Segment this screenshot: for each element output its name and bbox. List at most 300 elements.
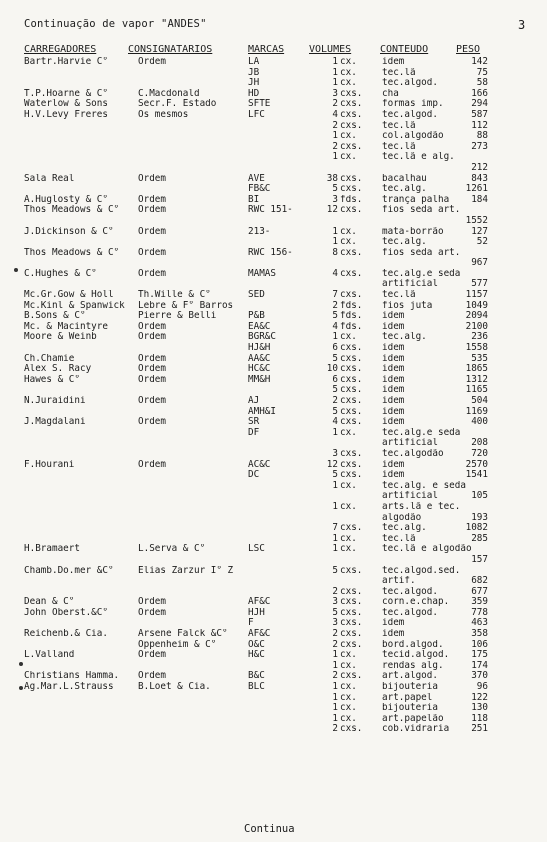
- table-row: [0, 703, 547, 714]
- contents-cell: idem: [382, 417, 405, 428]
- consignee-cell: Secr.F. Estado: [138, 99, 217, 110]
- volume-unit-cell: fds.: [340, 194, 363, 205]
- volume-count-cell: 1: [332, 682, 338, 693]
- table-row: [0, 142, 547, 153]
- volume-unit-cell: cxs.: [340, 639, 363, 650]
- shipper-cell: Hawes & C°: [24, 374, 80, 385]
- weight-cell: 682: [471, 576, 488, 587]
- col-header-carregadores: CARREGADORES: [24, 44, 97, 55]
- volume-unit-cell: cxs.: [340, 173, 363, 184]
- volume-count-cell: 3: [332, 194, 338, 205]
- mark-cell: AC&C: [248, 459, 271, 470]
- weight-cell: 294: [471, 99, 488, 110]
- contents-cell: arts.lã e tec.: [382, 501, 461, 512]
- volume-unit-cell: cx.: [340, 480, 357, 491]
- contents-cell: formas imp.: [382, 99, 444, 110]
- table-row: [0, 682, 547, 693]
- volume-count-cell: 1: [332, 57, 338, 67]
- volume-count-cell: 5: [332, 311, 338, 322]
- table-row: [0, 184, 547, 195]
- table-row: [0, 714, 547, 725]
- volume-unit-cell: cxs.: [340, 385, 363, 396]
- contents-cell: trança palha: [382, 194, 450, 205]
- weight-cell: 208: [471, 438, 488, 449]
- weight-cell: 142: [471, 57, 488, 67]
- contents-cell: idem: [382, 311, 405, 322]
- table-row: [0, 396, 547, 407]
- mark-cell: BGR&C: [248, 332, 276, 343]
- table-row: [0, 110, 547, 121]
- consignee-cell: Ordem: [138, 332, 166, 343]
- punch-mark: [14, 268, 18, 272]
- weight-cell: 1157: [465, 290, 488, 301]
- table-row: [0, 407, 547, 418]
- consignee-cell: Ordem: [138, 268, 166, 279]
- table-row: [0, 301, 547, 312]
- volume-unit-cell: cx.: [340, 682, 357, 693]
- contents-cell: tec.alg.: [382, 237, 427, 248]
- shipper-cell: B.Sons & C°: [24, 311, 86, 322]
- weight-cell: 112: [471, 120, 488, 131]
- volume-count-cell: 6: [332, 374, 338, 385]
- consignee-cell: Ordem: [138, 321, 166, 332]
- punch-mark: [19, 662, 23, 666]
- weight-cell: 1312: [465, 374, 488, 385]
- weight-cell: 1169: [465, 406, 488, 417]
- consignee-cell: Ordem: [138, 671, 166, 682]
- weight-cell: 1049: [465, 300, 488, 311]
- weight-cell: 359: [471, 597, 488, 608]
- weight-cell: 52: [476, 237, 488, 248]
- consignee-cell: Ordem: [138, 205, 166, 216]
- contents-cell: tec.alg.: [382, 184, 427, 195]
- mark-cell: RWC 151-: [248, 205, 293, 216]
- shipper-cell: Moore & Weinb: [24, 332, 97, 343]
- shipper-cell: Mc.Kinl & Spanwick: [24, 300, 125, 311]
- shipper-cell: N.Juraidini: [24, 396, 86, 406]
- weight-cell: 720: [471, 448, 488, 459]
- table-row: [0, 99, 547, 110]
- volume-count-cell: 2: [332, 99, 338, 110]
- shipper-cell: Bartr.Harvie C°: [24, 57, 108, 67]
- weight-cell: 193: [471, 512, 488, 523]
- volume-count-cell: 12: [326, 459, 338, 470]
- volume-unit-cell: cxs.: [340, 374, 363, 385]
- contents-cell: tec.algod.: [382, 607, 438, 618]
- mark-cell: AMH&I: [248, 406, 276, 417]
- mark-cell: SED: [248, 290, 265, 301]
- weight-cell: 1558: [465, 343, 488, 354]
- mark-cell: BI: [248, 194, 260, 205]
- weight-cell: 2570: [465, 459, 488, 470]
- shipper-cell: C.Hughes & C°: [24, 268, 97, 279]
- volume-count-cell: 7: [332, 523, 338, 534]
- volume-count-cell: 1: [332, 152, 338, 163]
- table-row: [0, 608, 547, 619]
- contents-cell: idem: [382, 57, 405, 67]
- weight-cell: 1541: [465, 470, 488, 481]
- volume-count-cell: 5: [332, 470, 338, 481]
- weight-cell: 967: [471, 258, 488, 269]
- table-row: [0, 269, 547, 280]
- shipper-cell: H.Bramaert: [24, 544, 80, 555]
- volume-unit-cell: cxs.: [340, 268, 363, 279]
- volume-count-cell: 5: [332, 406, 338, 417]
- mark-cell: SR: [248, 417, 260, 428]
- table-row: [0, 671, 547, 682]
- consignee-cell: Elias Zarzur I° Z: [138, 565, 234, 576]
- volume-unit-cell: fds.: [340, 321, 363, 332]
- volume-count-cell: 1: [332, 480, 338, 491]
- volume-unit-cell: cxs.: [340, 396, 363, 406]
- mark-cell: H&C: [248, 650, 265, 661]
- table-row: [0, 523, 547, 534]
- contents-cell: algodão: [382, 512, 422, 523]
- table-row: [0, 174, 547, 185]
- weight-cell: 2094: [465, 311, 488, 322]
- volume-count-cell: 4: [332, 109, 338, 120]
- volume-count-cell: 1: [332, 533, 338, 544]
- table-row: [0, 121, 547, 132]
- volume-count-cell: 5: [332, 385, 338, 396]
- volume-unit-cell: cx.: [340, 67, 357, 78]
- volume-unit-cell: cxs.: [340, 343, 363, 354]
- weight-cell: 122: [471, 692, 488, 703]
- volume-unit-cell: cxs.: [340, 629, 363, 640]
- shipper-cell: J.Magdalani: [24, 417, 86, 428]
- volume-unit-cell: cxs.: [340, 109, 363, 120]
- volume-count-cell: 1: [332, 226, 338, 237]
- volume-count-cell: 4: [332, 268, 338, 279]
- table-row: [0, 89, 547, 100]
- mark-cell: HJH: [248, 607, 265, 618]
- continues-footer: Continua: [244, 823, 295, 835]
- mark-cell: DC: [248, 470, 260, 481]
- weight-cell: 184: [471, 194, 488, 205]
- contents-cell: tec.algod.: [382, 78, 438, 89]
- table-row: [0, 375, 547, 386]
- col-header-peso: PESO: [456, 44, 481, 55]
- table-row: [0, 544, 547, 555]
- consignee-cell: Pierre & Belli: [138, 311, 217, 322]
- volume-unit-cell: cxs.: [340, 565, 363, 576]
- volume-unit-cell: cxs.: [340, 417, 363, 428]
- shipper-cell: Chamb.Do.mer &C°: [24, 565, 114, 576]
- weight-cell: 1082: [465, 523, 488, 534]
- weight-cell: 358: [471, 629, 488, 640]
- weight-cell: 273: [471, 141, 488, 152]
- weight-cell: 577: [471, 279, 488, 290]
- consignee-cell: B.Loet & Cia.: [138, 682, 211, 693]
- volume-unit-cell: cxs.: [340, 618, 363, 629]
- volume-unit-cell: cxs.: [340, 205, 363, 216]
- document-heading: Continuação de vapor "ANDES": [24, 18, 207, 30]
- consignee-cell: Th.Wille & C°: [138, 290, 211, 301]
- contents-cell: idem: [382, 406, 405, 417]
- contents-cell: artificial: [382, 491, 438, 502]
- volume-unit-cell: cxs.: [340, 353, 363, 364]
- volume-count-cell: 1: [332, 703, 338, 714]
- shipper-cell: J.Dickinson & C°: [24, 226, 114, 237]
- volume-count-cell: 1: [332, 660, 338, 671]
- volume-unit-cell: cxs.: [340, 406, 363, 417]
- contents-cell: artificial: [382, 279, 438, 290]
- mark-cell: F: [248, 618, 254, 629]
- weight-cell: 1865: [465, 364, 488, 375]
- contents-cell: art.algod.: [382, 671, 438, 682]
- volume-count-cell: 1: [332, 332, 338, 343]
- volume-count-cell: 8: [332, 247, 338, 258]
- weight-cell: 1552: [465, 215, 488, 226]
- weight-cell: 504: [471, 396, 488, 406]
- table-row: [0, 587, 547, 598]
- volume-unit-cell: cxs.: [340, 459, 363, 470]
- table-row: [0, 332, 547, 343]
- shipper-cell: John Oberst.&C°: [24, 607, 108, 618]
- mark-cell: RWC 156-: [248, 247, 293, 258]
- contents-cell: tec.alg.e seda: [382, 427, 461, 438]
- volume-unit-cell: fds.: [340, 300, 363, 311]
- volume-count-cell: 1: [332, 544, 338, 555]
- volume-count-cell: 2: [332, 396, 338, 406]
- contents-cell: col.algodão: [382, 131, 444, 142]
- volume-count-cell: 4: [332, 417, 338, 428]
- volume-unit-cell: cxs.: [340, 448, 363, 459]
- shipper-cell: T.P.Hoarne & C°: [24, 88, 108, 99]
- volume-unit-cell: cx.: [340, 544, 357, 555]
- contents-cell: tecid.algod.: [382, 650, 450, 661]
- shipper-cell: Waterlow & Sons: [24, 99, 108, 110]
- contents-cell: artificial: [382, 438, 438, 449]
- consignee-cell: Ordem: [138, 374, 166, 385]
- table-row: [0, 661, 547, 672]
- volume-unit-cell: cxs.: [340, 120, 363, 131]
- volume-unit-cell: cx.: [340, 57, 357, 67]
- weight-cell: 127: [471, 226, 488, 237]
- contents-cell: tec.alg.e seda: [382, 268, 461, 279]
- volume-count-cell: 4: [332, 321, 338, 332]
- volume-count-cell: 1: [332, 131, 338, 142]
- contents-cell: tec.algodão: [382, 448, 444, 459]
- consignee-cell: Os mesmos: [138, 109, 189, 120]
- table-row: [0, 438, 547, 449]
- volume-unit-cell: cxs.: [340, 88, 363, 99]
- volume-count-cell: 5: [332, 353, 338, 364]
- volume-unit-cell: cx.: [340, 533, 357, 544]
- shipper-cell: Reichenb.& Cia.: [24, 629, 108, 640]
- consignee-cell: Ordem: [138, 194, 166, 205]
- volume-unit-cell: cx.: [340, 427, 357, 438]
- contents-cell: idem: [382, 374, 405, 385]
- volume-unit-cell: cx.: [340, 78, 357, 89]
- weight-cell: 1261: [465, 184, 488, 195]
- consignee-cell: Ordem: [138, 57, 166, 67]
- table-row: [0, 290, 547, 301]
- weight-cell: 96: [476, 682, 488, 693]
- shipper-cell: Mc.Gr.Gow & Holl: [24, 290, 114, 301]
- mark-cell: SFTE: [248, 99, 271, 110]
- shipper-cell: Ch.Chamie: [24, 353, 75, 364]
- consignee-cell: L.Serva & C°: [138, 544, 206, 555]
- volume-unit-cell: cxs.: [340, 290, 363, 301]
- table-row: [0, 618, 547, 629]
- consignee-cell: Ordem: [138, 417, 166, 428]
- contents-cell: idem: [382, 470, 405, 481]
- table-row: [0, 57, 547, 68]
- contents-cell: idem: [382, 618, 405, 629]
- table-row: [0, 481, 547, 492]
- weight-cell: 174: [471, 660, 488, 671]
- volume-count-cell: 1: [332, 650, 338, 661]
- contents-cell: fios juta: [382, 300, 433, 311]
- consignee-cell: Ordem: [138, 597, 166, 608]
- contents-cell: bord.algod.: [382, 639, 444, 650]
- weight-cell: 463: [471, 618, 488, 629]
- volume-count-cell: 3: [332, 597, 338, 608]
- table-row: [0, 131, 547, 142]
- consignee-cell: Ordem: [138, 226, 166, 237]
- col-header-conteudo: CONTEUDO: [380, 44, 429, 55]
- volume-count-cell: 5: [332, 184, 338, 195]
- contents-cell: tec.algod.: [382, 109, 438, 120]
- table-row: [0, 576, 547, 587]
- volume-unit-cell: cxs.: [340, 184, 363, 195]
- contents-cell: tec.lã: [382, 290, 416, 301]
- table-row: [0, 248, 547, 259]
- contents-cell: bacalhau: [382, 173, 427, 184]
- contents-cell: tec.lã: [382, 120, 416, 131]
- volume-unit-cell: cxs.: [340, 470, 363, 481]
- weight-cell: 285: [471, 533, 488, 544]
- contents-cell: artif.: [382, 576, 416, 587]
- table-row: [0, 354, 547, 365]
- page-number: 3: [518, 18, 526, 32]
- mark-cell: LFC: [248, 109, 265, 120]
- volume-count-cell: 2: [332, 300, 338, 311]
- table-row: [0, 491, 547, 502]
- table-row: [0, 279, 547, 290]
- volume-count-cell: 1: [332, 237, 338, 248]
- consignee-cell: Ordem: [138, 173, 166, 184]
- contents-cell: tec.alg. e seda: [382, 480, 466, 491]
- volume-unit-cell: cx.: [340, 237, 357, 248]
- manifest-table: [0, 57, 547, 817]
- volume-unit-cell: cxs.: [340, 99, 363, 110]
- contents-cell: rendas alg.: [382, 660, 444, 671]
- mark-cell: LSC: [248, 544, 265, 555]
- volume-unit-cell: cx.: [340, 332, 357, 343]
- contents-cell: idem: [382, 353, 405, 364]
- volume-count-cell: 1: [332, 67, 338, 78]
- volume-unit-cell: cx.: [340, 152, 357, 163]
- weight-cell: 212: [471, 162, 488, 173]
- volume-count-cell: 2: [332, 141, 338, 152]
- contents-cell: tec.lã: [382, 533, 416, 544]
- volume-count-cell: 3: [332, 618, 338, 629]
- weight-cell: 843: [471, 173, 488, 184]
- weight-cell: 106: [471, 639, 488, 650]
- weight-cell: 105: [471, 491, 488, 502]
- table-row: [0, 343, 547, 354]
- table-row: [0, 227, 547, 238]
- consignee-cell: Ordem: [138, 353, 166, 364]
- volume-unit-cell: cx.: [340, 650, 357, 661]
- contents-cell: idem: [382, 629, 405, 640]
- volume-count-cell: 2: [332, 724, 338, 735]
- consignee-cell: Ordem: [138, 396, 166, 406]
- volume-count-cell: 3: [332, 448, 338, 459]
- contents-cell: fios seda art.: [382, 205, 461, 216]
- volume-count-cell: 38: [326, 173, 338, 184]
- mark-cell: AA&C: [248, 353, 271, 364]
- weight-cell: 157: [471, 554, 488, 565]
- weight-cell: 400: [471, 417, 488, 428]
- volume-count-cell: 2: [332, 671, 338, 682]
- table-row: [0, 364, 547, 375]
- weight-cell: 166: [471, 88, 488, 99]
- volume-unit-cell: cxs.: [340, 597, 363, 608]
- contents-cell: idem: [382, 459, 405, 470]
- contents-cell: art.papel: [382, 692, 433, 703]
- table-row: [0, 258, 547, 269]
- volume-unit-cell: cx.: [340, 131, 357, 142]
- punch-mark: [19, 686, 23, 690]
- col-header-marcas: MARCAS: [248, 44, 285, 55]
- weight-cell: 130: [471, 703, 488, 714]
- table-row: [0, 311, 547, 322]
- shipper-cell: Ag.Mar.L.Strauss: [24, 682, 114, 693]
- contents-cell: tec.lã: [382, 67, 416, 78]
- shipper-cell: Sala Real: [24, 173, 75, 184]
- consignee-cell: Ordem: [138, 247, 166, 258]
- weight-cell: 370: [471, 671, 488, 682]
- shipper-cell: Christians Hamma.: [24, 671, 120, 682]
- weight-cell: 677: [471, 586, 488, 597]
- mark-cell: AVE: [248, 173, 265, 184]
- mark-cell: HJ&H: [248, 343, 271, 354]
- shipper-cell: Alex S. Racy: [24, 364, 92, 375]
- mark-cell: EA&C: [248, 321, 271, 332]
- shipper-cell: Thos Meadows & C°: [24, 247, 120, 258]
- volume-count-cell: 2: [332, 629, 338, 640]
- contents-cell: tec.lã e alg.: [382, 152, 455, 163]
- table-row: [0, 534, 547, 545]
- mark-cell: LA: [248, 57, 260, 67]
- consignee-cell: Ordem: [138, 459, 166, 470]
- mark-cell: HC&C: [248, 364, 271, 375]
- table-row: [0, 237, 547, 248]
- mark-cell: AF&C: [248, 629, 271, 640]
- volume-unit-cell: cx.: [340, 660, 357, 671]
- volume-unit-cell: cx.: [340, 501, 357, 512]
- table-row: [0, 385, 547, 396]
- contents-cell: fios seda art.: [382, 247, 461, 258]
- table-row: [0, 428, 547, 439]
- table-row: [0, 597, 547, 608]
- volume-count-cell: 2: [332, 639, 338, 650]
- table-row: [0, 417, 547, 428]
- weight-cell: 1165: [465, 385, 488, 396]
- volume-count-cell: 3: [332, 88, 338, 99]
- mark-cell: 213-: [248, 226, 271, 237]
- table-row: [0, 195, 547, 206]
- mark-cell: HD: [248, 88, 260, 99]
- volume-count-cell: 2: [332, 586, 338, 597]
- table-row: [0, 78, 547, 89]
- volume-count-cell: 1: [332, 427, 338, 438]
- contents-cell: tec.algod.sed.: [382, 565, 461, 576]
- volume-unit-cell: cx.: [340, 692, 357, 703]
